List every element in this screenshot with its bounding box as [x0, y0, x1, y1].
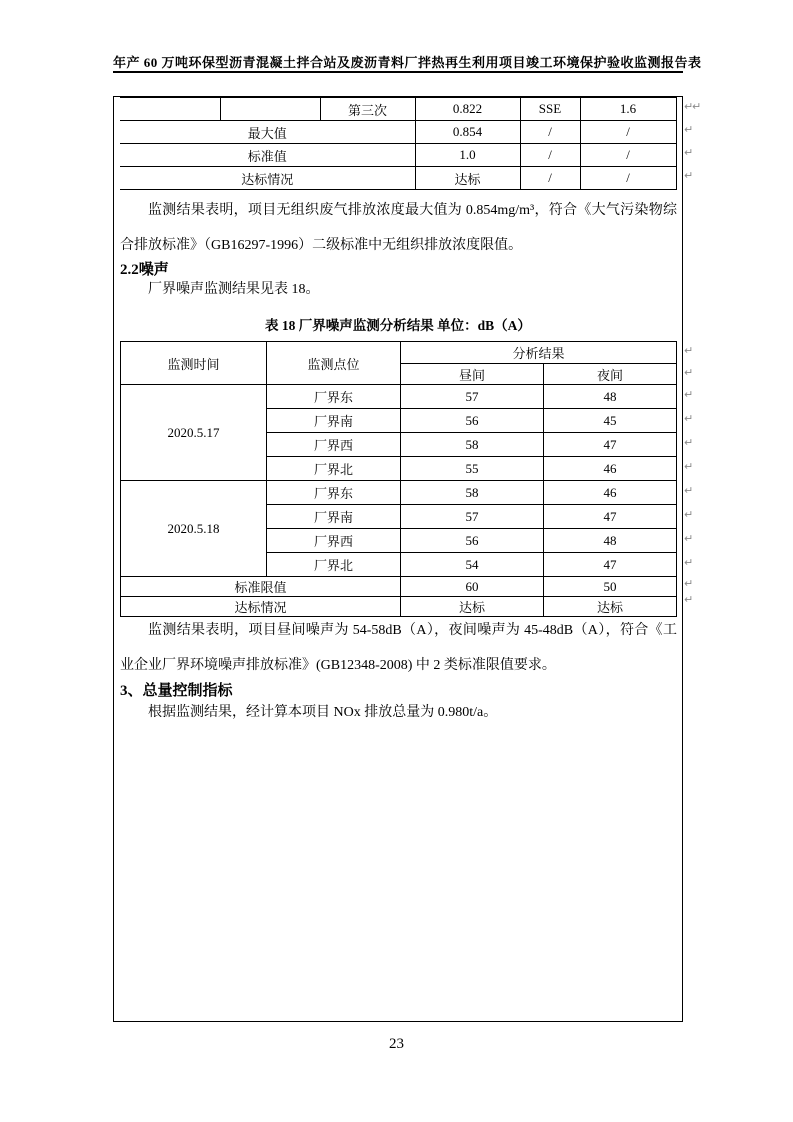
- column-header-point: 监测点位: [267, 342, 401, 385]
- table-cell: /: [520, 167, 580, 190]
- table-cell: 47: [544, 433, 677, 457]
- column-header-day: 昼间: [401, 364, 544, 385]
- table-cell: /: [580, 167, 676, 190]
- table-cell: 55: [401, 457, 544, 481]
- pilcrow-icon: ↵: [684, 344, 694, 357]
- section-heading-total: 3、总量控制指标: [120, 683, 233, 699]
- pilcrow-icon: ↵: [684, 577, 694, 590]
- table-cell: /: [520, 121, 580, 144]
- table-header-row: [121, 342, 677, 364]
- table-cell: 47: [544, 553, 677, 577]
- pilcrow-icon: ↵: [684, 593, 694, 606]
- table-row: [120, 121, 676, 144]
- table-cell: 58: [401, 481, 544, 505]
- report-form-border: [113, 96, 683, 1022]
- noise-monitor-table: [120, 341, 677, 617]
- pilcrow-icon: ↵: [684, 366, 694, 379]
- pilcrow-icon: ↵: [692, 100, 702, 113]
- column-header-result: 分析结果: [401, 342, 677, 364]
- pilcrow-icon: ↵: [684, 508, 694, 521]
- table-cell: 57: [401, 505, 544, 529]
- table-cell: 达标: [544, 597, 677, 617]
- table-cell: 最大值: [120, 121, 415, 144]
- table-cell: SSE: [520, 97, 580, 121]
- table-cell: 48: [544, 385, 677, 409]
- paragraph-gas-result: 监测结果表明，项目无组织废气排放浓度最大值为 0.854mg/m³，符合《大气污染物综合排放标准》（GB16297-1996）二级标准中无组织排放浓度限值。: [120, 203, 677, 253]
- table-cell: 57: [401, 385, 544, 409]
- table-cell: 厂界西: [267, 529, 401, 553]
- table-cell: 标准限值: [121, 577, 401, 597]
- table-cell: /: [580, 121, 676, 144]
- table-row: [121, 577, 677, 597]
- table-cell: 45: [544, 409, 677, 433]
- pilcrow-icon: ↵: [684, 100, 694, 113]
- table-cell: 厂界东: [267, 385, 401, 409]
- table-cell: 56: [401, 409, 544, 433]
- table-cell: 0.822: [415, 97, 520, 121]
- table-cell: 厂界南: [267, 409, 401, 433]
- table-row: [120, 144, 676, 167]
- table-cell: 47: [544, 505, 677, 529]
- section-heading-noise: 2.2噪声: [120, 262, 169, 278]
- pilcrow-icon: ↵: [684, 484, 694, 497]
- table-cell: 56: [401, 529, 544, 553]
- table-cell: 达标情况: [121, 597, 401, 617]
- pilcrow-icon: ↵: [684, 532, 694, 545]
- table-cell: 达标: [415, 167, 520, 190]
- table-cell: 48: [544, 529, 677, 553]
- pilcrow-icon: ↵: [684, 412, 694, 425]
- paragraph-total: 根据监测结果，经计算本项目 NOx 排放总量为 0.980t/a。: [148, 705, 498, 720]
- table-cell: 厂界东: [267, 481, 401, 505]
- table-cell: 60: [401, 577, 544, 597]
- page-number: 23: [389, 1036, 404, 1052]
- date-cell: 2020.5.17: [121, 385, 267, 481]
- table-cell: 厂界北: [267, 553, 401, 577]
- noise-table-title: 表 18 厂界噪声监测分析结果 单位：dB（A）: [265, 318, 531, 333]
- pilcrow-icon: ↵: [684, 436, 694, 449]
- table-cell: 1.0: [415, 144, 520, 167]
- table-row: [120, 167, 676, 190]
- table-cell: /: [520, 144, 580, 167]
- table-cell: 46: [544, 481, 677, 505]
- paragraph-noise-intro: 厂界噪声监测结果见表 18。: [148, 282, 320, 297]
- table-cell: 第三次: [320, 97, 415, 121]
- table-cell: 厂界南: [267, 505, 401, 529]
- pilcrow-icon: ↵: [684, 388, 694, 401]
- column-header-time: 监测时间: [121, 342, 267, 385]
- paragraph-noise-result: 监测结果表明，项目昼间噪声为 54-58dB（A），夜间噪声为 45-48dB（A），符合《工业企业厂界环境噪声排放标准》(GB12348-2008) 中 2 类标准限值要求。: [120, 623, 677, 673]
- header-rule: [113, 71, 683, 73]
- page-header-title: 年产 60 万吨环保型沥青混凝土拌合站及废沥青料厂拌热再生利用项目竣工环境保护验收监测报告表: [113, 55, 702, 70]
- column-header-night: 夜间: [544, 364, 677, 385]
- table-row: [120, 97, 676, 121]
- emission-result-table: [120, 96, 677, 190]
- table-cell: 50: [544, 577, 677, 597]
- table-cell: 0.854: [415, 121, 520, 144]
- table-cell: 厂界西: [267, 433, 401, 457]
- table-cell: 54: [401, 553, 544, 577]
- date-cell: 2020.5.18: [121, 481, 267, 577]
- table-cell: [220, 97, 320, 121]
- table-cell: [120, 97, 220, 121]
- pilcrow-icon: ↵: [684, 556, 694, 569]
- table-cell: 46: [544, 457, 677, 481]
- table-cell: /: [580, 144, 676, 167]
- table-cell: 达标情况: [120, 167, 415, 190]
- pilcrow-icon: ↵: [684, 460, 694, 473]
- pilcrow-icon: ↵: [684, 169, 694, 182]
- pilcrow-icon: ↵: [684, 146, 694, 159]
- table-cell: 标准值: [120, 144, 415, 167]
- table-row: [121, 385, 677, 409]
- table-cell: 58: [401, 433, 544, 457]
- table-row: [121, 481, 677, 505]
- table-cell: 厂界北: [267, 457, 401, 481]
- table-cell: 达标: [401, 597, 544, 617]
- table-cell: 1.6: [580, 97, 676, 121]
- pilcrow-icon: ↵: [684, 123, 694, 136]
